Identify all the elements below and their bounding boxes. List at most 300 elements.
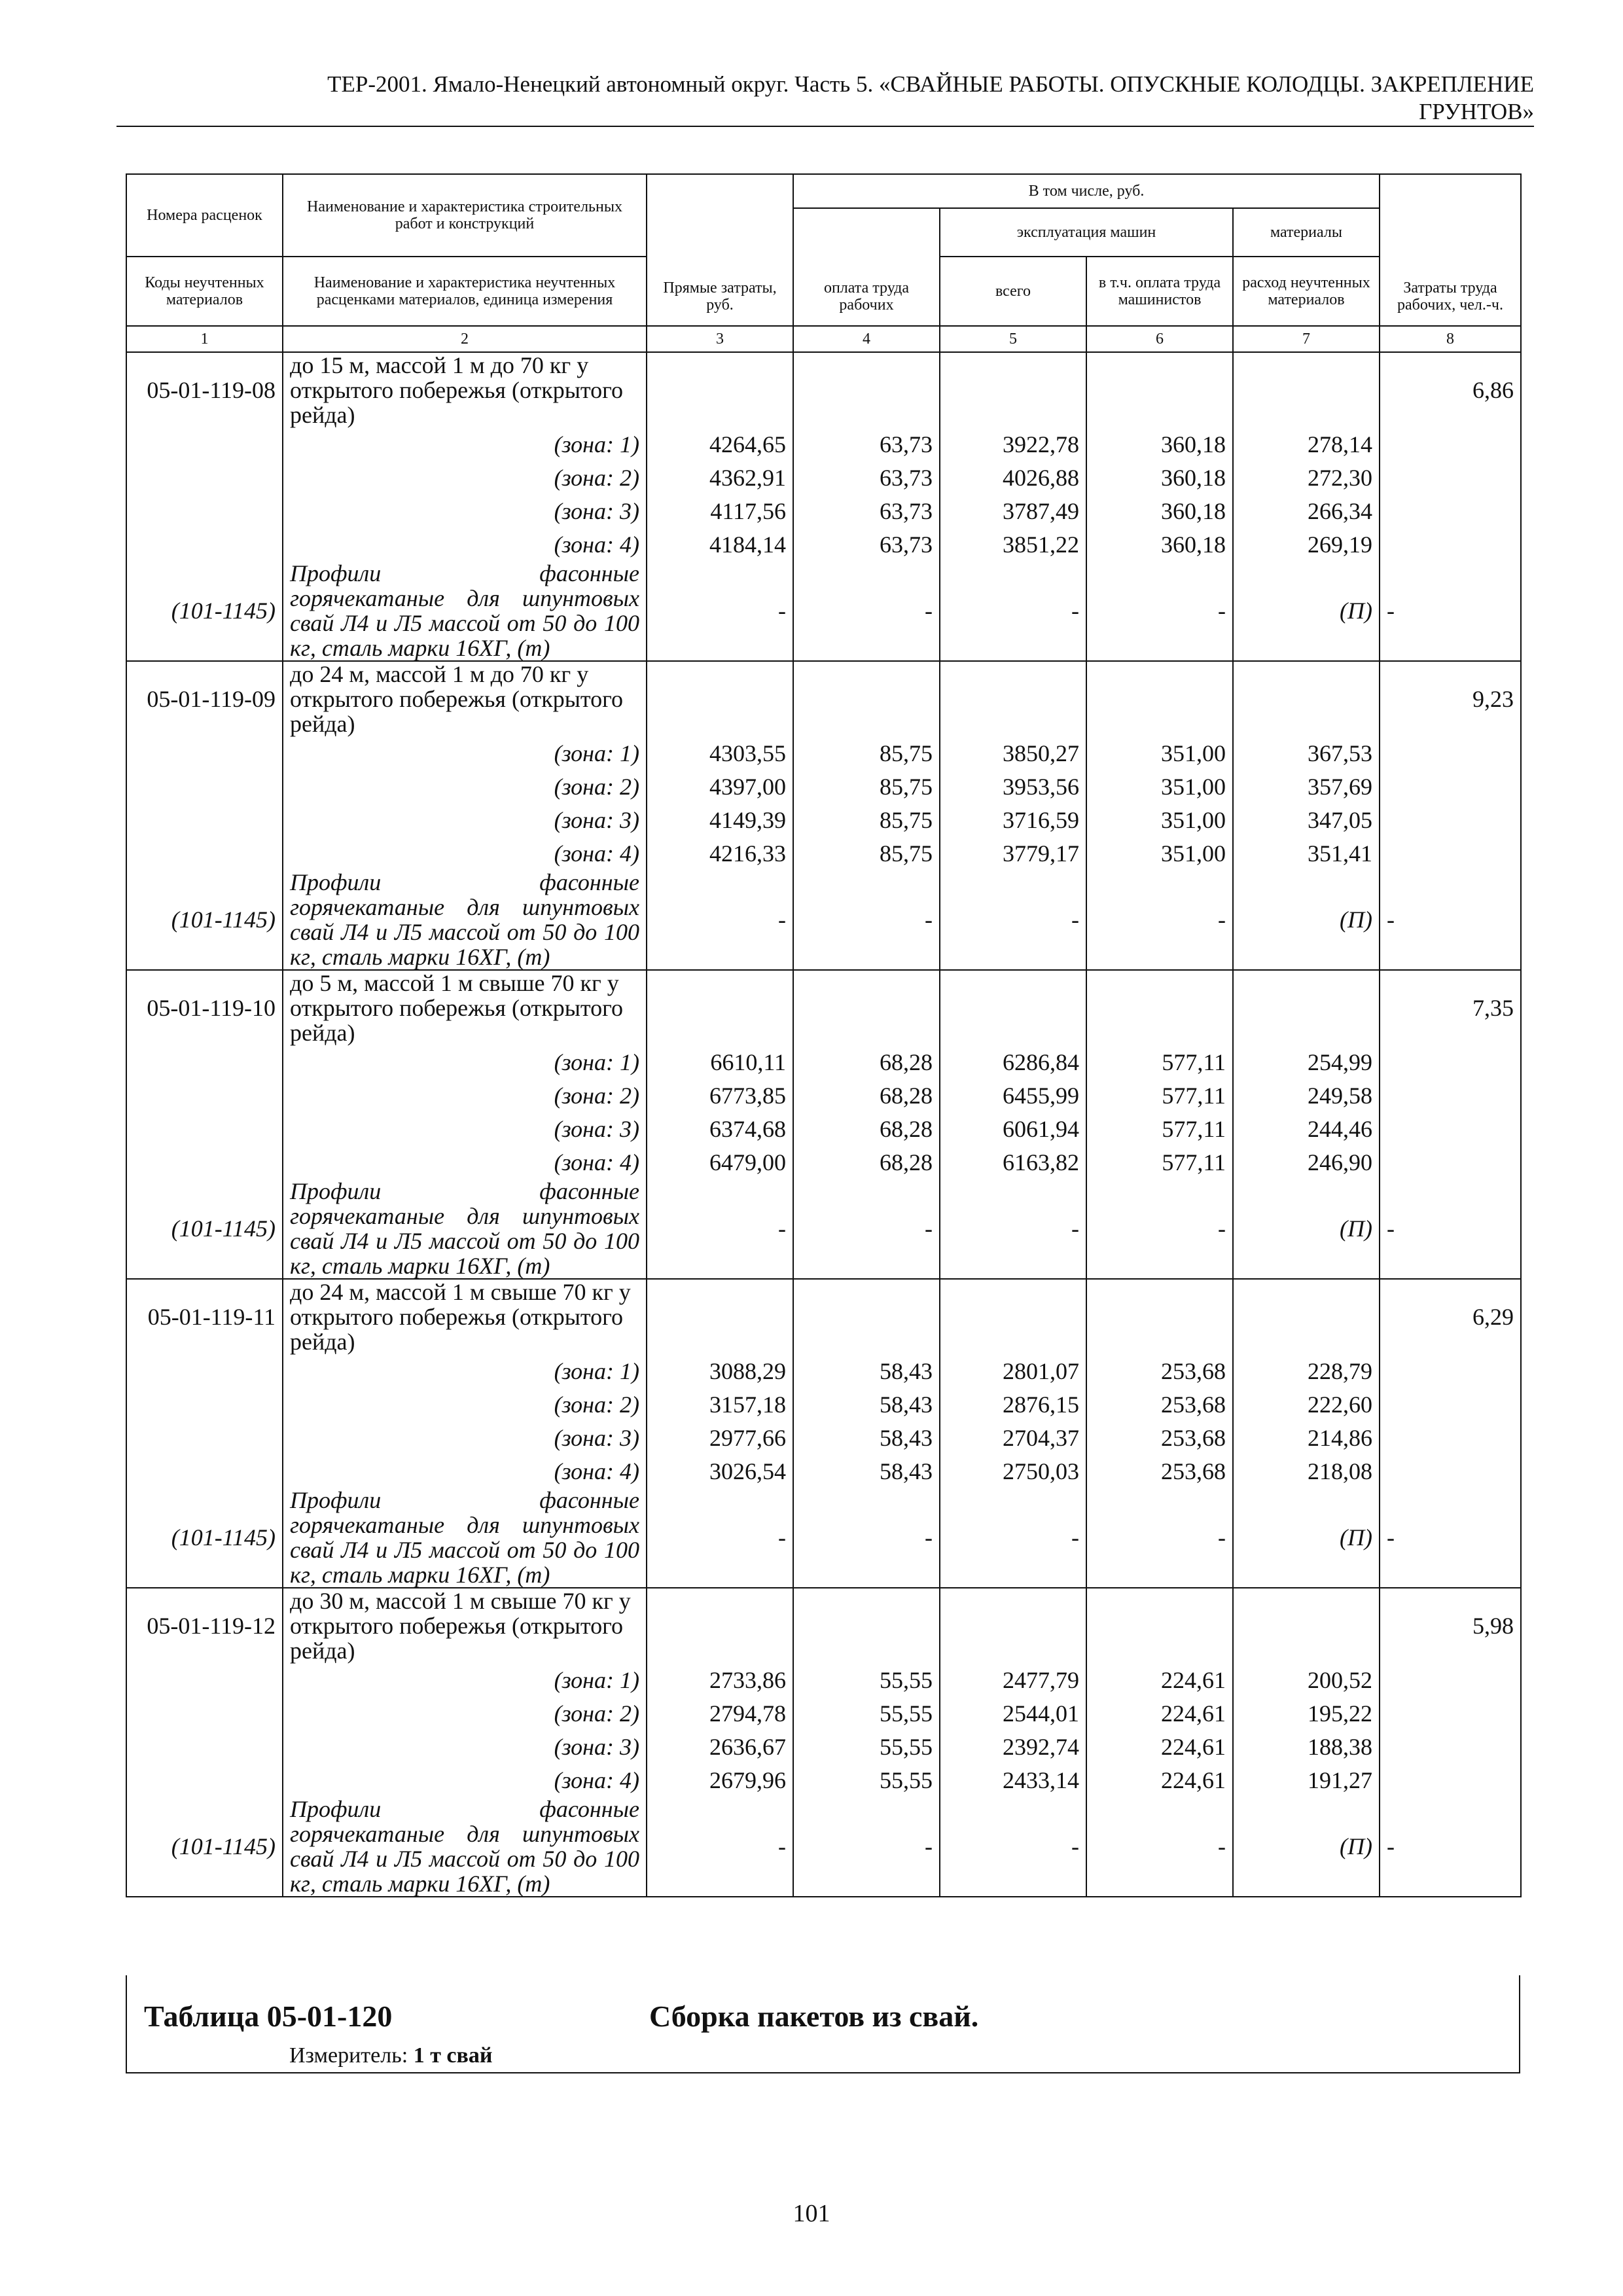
- machinist-pay-value: 360,18: [1086, 461, 1233, 494]
- col2-top-header: Наименование и характеристика строительных работ и конструкций: [283, 174, 647, 257]
- machines-total-value: 2704,37: [940, 1421, 1086, 1454]
- rate-code: 05-01-119-09: [126, 661, 283, 736]
- empty-cell: [647, 352, 793, 427]
- measure-label: Измеритель:: [289, 2043, 408, 2068]
- empty-cell: [1086, 661, 1233, 736]
- empty-cell: [126, 494, 283, 528]
- labor-costs-value: 6,86: [1380, 352, 1521, 427]
- col2-bottom-header: Наименование и характеристика неучтенных расценками материалов, единица измерения: [283, 257, 647, 326]
- materials-value: 351,41: [1233, 836, 1380, 870]
- empty-cell: [1380, 528, 1521, 561]
- direct-costs-value: 4216,33: [647, 836, 793, 870]
- machinist-pay-value: 360,18: [1086, 494, 1233, 528]
- material-code: (101-1145): [126, 870, 283, 970]
- empty-cell: [1086, 970, 1233, 1045]
- labor-pay-value: 58,43: [793, 1454, 940, 1488]
- dash-value: -: [647, 1797, 793, 1897]
- zone-label: (зона: 1): [283, 1045, 647, 1079]
- empty-cell: [1380, 1354, 1521, 1388]
- zone-row: [126, 1112, 1521, 1145]
- materials-value: 188,38: [1233, 1730, 1380, 1763]
- materials-value: 214,86: [1233, 1421, 1380, 1454]
- zone-label: (зона: 4): [283, 1454, 647, 1488]
- zone-row: [126, 427, 1521, 461]
- dash-value: -: [1086, 1179, 1233, 1279]
- materials-header: материалы: [1233, 208, 1380, 257]
- dash-value: -: [647, 870, 793, 970]
- empty-cell: [1086, 1279, 1233, 1354]
- zone-row: [126, 736, 1521, 770]
- machinist-pay-value: 224,61: [1086, 1730, 1233, 1763]
- materials-value: 266,34: [1233, 494, 1380, 528]
- material-description: Профили фасонные горячекатаные для шпунтовых свай Л4 и Л5 массой от 50 до 100 кг, сталь марки 16ХГ, (т): [283, 1797, 647, 1897]
- machinist-pay-header: в т.ч. оплата труда машинистов: [1086, 257, 1233, 326]
- dash-value: -: [940, 1488, 1086, 1588]
- empty-cell: [793, 1588, 940, 1663]
- empty-cell: [126, 461, 283, 494]
- dash-value: -: [647, 1179, 793, 1279]
- zone-row: [126, 1730, 1521, 1763]
- labor-pay-value: 68,28: [793, 1079, 940, 1112]
- rate-title-row: [126, 1279, 1521, 1354]
- machinist-pay-value: 253,68: [1086, 1454, 1233, 1488]
- column-number: 4: [793, 326, 940, 352]
- empty-cell: [1380, 1454, 1521, 1488]
- empty-cell: [126, 1388, 283, 1421]
- unaccounted-materials-header: расход неучтенных материалов: [1233, 257, 1380, 326]
- zone-row: [126, 1696, 1521, 1730]
- empty-cell: [1380, 1696, 1521, 1730]
- zone-label: (зона: 4): [283, 528, 647, 561]
- machines-total-header: всего: [940, 257, 1086, 326]
- zone-row: [126, 1045, 1521, 1079]
- machines-total-value: 3953,56: [940, 770, 1086, 803]
- material-description: Профили фасонные горячекатаные для шпунтовых свай Л4 и Л5 массой от 50 до 100 кг, сталь марки 16ХГ, (т): [283, 1488, 647, 1588]
- including-header: В том числе, руб.: [793, 174, 1380, 208]
- materials-value: 222,60: [1233, 1388, 1380, 1421]
- zone-row: [126, 836, 1521, 870]
- empty-cell: [1380, 736, 1521, 770]
- labor-pay-value: 58,43: [793, 1354, 940, 1388]
- material-row: [126, 1179, 1521, 1279]
- direct-costs-value: 3088,29: [647, 1354, 793, 1388]
- column-number: 7: [1233, 326, 1380, 352]
- material-description: Профили фасонные горячекатаные для шпунтовых свай Л4 и Л5 массой от 50 до 100 кг, сталь марки 16ХГ, (т): [283, 561, 647, 661]
- empty-cell: [793, 661, 940, 736]
- next-table-caption: [126, 1975, 1520, 2073]
- labor-pay-value: 58,43: [793, 1388, 940, 1421]
- rate-title-row: [126, 352, 1521, 427]
- dash-value: -: [1380, 561, 1521, 661]
- material-description: Профили фасонные горячекатаные для шпунтовых свай Л4 и Л5 массой от 50 до 100 кг, сталь марки 16ХГ, (т): [283, 1179, 647, 1279]
- machinist-pay-value: 224,61: [1086, 1696, 1233, 1730]
- empty-cell: [1380, 1112, 1521, 1145]
- empty-cell: [1086, 1588, 1233, 1663]
- zone-label: (зона: 3): [283, 803, 647, 836]
- empty-cell: [940, 970, 1086, 1045]
- direct-costs-value: 3157,18: [647, 1388, 793, 1421]
- machines-total-value: 3922,78: [940, 427, 1086, 461]
- material-code: (101-1145): [126, 561, 283, 661]
- empty-cell: [1380, 494, 1521, 528]
- empty-cell: [1380, 1421, 1521, 1454]
- labor-pay-value: 55,55: [793, 1696, 940, 1730]
- header-line-1: ТЕР-2001. Ямало-Ненецкий автономный округ. Часть 5. «СВАЙНЫЕ РАБОТЫ. ОПУСКНЫЕ КОЛОДЦЫ. ЗАКРЕПЛЕНИЕ: [327, 71, 1534, 97]
- material-mark: (П): [1233, 870, 1380, 970]
- empty-cell: [1380, 1730, 1521, 1763]
- machinist-pay-value: 577,11: [1086, 1079, 1233, 1112]
- direct-costs-value: 2733,86: [647, 1663, 793, 1696]
- empty-cell: [647, 1279, 793, 1354]
- dash-value: -: [647, 1488, 793, 1588]
- empty-cell: [1380, 770, 1521, 803]
- empty-cell: [1233, 1279, 1380, 1354]
- dash-value: -: [1086, 1797, 1233, 1897]
- direct-costs-value: 2977,66: [647, 1421, 793, 1454]
- machines-total-value: 2392,74: [940, 1730, 1086, 1763]
- empty-cell: [940, 1588, 1086, 1663]
- dash-value: -: [793, 1488, 940, 1588]
- machines-total-value: 6455,99: [940, 1079, 1086, 1112]
- zone-row: [126, 461, 1521, 494]
- rate-title: до 30 м, массой 1 м свыше 70 кг у открытого побережья (открытого рейда): [283, 1588, 647, 1663]
- dash-value: -: [1380, 1488, 1521, 1588]
- labor-pay-value: 85,75: [793, 736, 940, 770]
- dash-value: -: [940, 561, 1086, 661]
- column-number: 8: [1380, 326, 1521, 352]
- machinist-pay-value: 253,68: [1086, 1421, 1233, 1454]
- machinist-pay-value: 253,68: [1086, 1388, 1233, 1421]
- zone-label: (зона: 2): [283, 461, 647, 494]
- next-table-title: Сборка пакетов из свай.: [649, 2000, 979, 2033]
- material-code: (101-1145): [126, 1488, 283, 1588]
- zone-label: (зона: 3): [283, 494, 647, 528]
- empty-cell: [793, 970, 940, 1045]
- labor-pay-value: 55,55: [793, 1763, 940, 1797]
- dash-value: -: [1086, 561, 1233, 661]
- empty-cell: [1233, 661, 1380, 736]
- material-code: (101-1145): [126, 1797, 283, 1897]
- empty-cell: [126, 770, 283, 803]
- machines-total-value: 2801,07: [940, 1354, 1086, 1388]
- material-code: (101-1145): [126, 1179, 283, 1279]
- machinist-pay-value: 224,61: [1086, 1763, 1233, 1797]
- direct-costs-value: 6374,68: [647, 1112, 793, 1145]
- machinist-pay-value: 577,11: [1086, 1045, 1233, 1079]
- labor-costs-value: 6,29: [1380, 1279, 1521, 1354]
- empty-cell: [126, 1763, 283, 1797]
- empty-cell: [1380, 1145, 1521, 1179]
- dash-value: -: [940, 1797, 1086, 1897]
- dash-value: -: [1086, 870, 1233, 970]
- rate-title-row: [126, 661, 1521, 736]
- empty-cell: [1380, 1763, 1521, 1797]
- materials-value: 244,46: [1233, 1112, 1380, 1145]
- dash-value: -: [647, 561, 793, 661]
- materials-value: 357,69: [1233, 770, 1380, 803]
- zone-label: (зона: 4): [283, 836, 647, 870]
- empty-cell: [793, 352, 940, 427]
- machinist-pay-value: 577,11: [1086, 1112, 1233, 1145]
- dash-value: -: [793, 1797, 940, 1897]
- materials-value: 254,99: [1233, 1045, 1380, 1079]
- labor-pay-value: 68,28: [793, 1145, 940, 1179]
- rate-code: 05-01-119-08: [126, 352, 283, 427]
- empty-cell: [647, 661, 793, 736]
- materials-value: 249,58: [1233, 1079, 1380, 1112]
- direct-costs-value: 4117,56: [647, 494, 793, 528]
- column-number: 6: [1086, 326, 1233, 352]
- materials-value: 191,27: [1233, 1763, 1380, 1797]
- machinist-pay-value: 351,00: [1086, 836, 1233, 870]
- zone-label: (зона: 1): [283, 736, 647, 770]
- dash-value: -: [793, 1179, 940, 1279]
- direct-costs-value: 6773,85: [647, 1079, 793, 1112]
- empty-cell: [126, 1421, 283, 1454]
- rates-table: [126, 173, 1522, 1897]
- zone-label: (зона: 4): [283, 1763, 647, 1797]
- rate-code: 05-01-119-12: [126, 1588, 283, 1663]
- labor-costs-value: 7,35: [1380, 970, 1521, 1045]
- column-number: 5: [940, 326, 1086, 352]
- labor-pay-value: 63,73: [793, 461, 940, 494]
- empty-cell: [126, 528, 283, 561]
- machines-header: эксплуатация машин: [940, 208, 1233, 257]
- rates-table-body: [126, 352, 1521, 1897]
- empty-cell: [1380, 1663, 1521, 1696]
- dash-value: -: [940, 1179, 1086, 1279]
- machinist-pay-value: 360,18: [1086, 427, 1233, 461]
- direct-costs-value: 2794,78: [647, 1696, 793, 1730]
- rate-title-row: [126, 1588, 1521, 1663]
- empty-cell: [1380, 836, 1521, 870]
- rate-title-row: [126, 970, 1521, 1045]
- rate-title: до 15 м, массой 1 м до 70 кг у открытого побережья (открытого рейда): [283, 352, 647, 427]
- materials-value: 269,19: [1233, 528, 1380, 561]
- labor-costs-value: 9,23: [1380, 661, 1521, 736]
- dash-value: -: [793, 870, 940, 970]
- column-number: 3: [647, 326, 793, 352]
- machines-total-value: 6286,84: [940, 1045, 1086, 1079]
- rate-title: до 5 м, массой 1 м свыше 70 кг у открытого побережья (открытого рейда): [283, 970, 647, 1045]
- labor-pay-value: 63,73: [793, 427, 940, 461]
- empty-cell: [126, 1663, 283, 1696]
- labor-pay-value: 55,55: [793, 1730, 940, 1763]
- col1-top-header: Номера расценок: [126, 174, 283, 257]
- page-number: 101: [793, 2200, 830, 2227]
- dash-value: -: [1380, 1797, 1521, 1897]
- labor-pay-value: 85,75: [793, 803, 940, 836]
- dash-value: -: [1380, 870, 1521, 970]
- machinist-pay-value: 351,00: [1086, 770, 1233, 803]
- labor-pay-value: 85,75: [793, 770, 940, 803]
- dash-value: -: [940, 870, 1086, 970]
- empty-cell: [940, 1279, 1086, 1354]
- zone-label: (зона: 2): [283, 770, 647, 803]
- empty-cell: [1380, 427, 1521, 461]
- empty-cell: [793, 1279, 940, 1354]
- machines-total-value: 6061,94: [940, 1112, 1086, 1145]
- machines-total-value: 2433,14: [940, 1763, 1086, 1797]
- direct-costs-value: 3026,54: [647, 1454, 793, 1488]
- col1-bottom-header: Коды неучтенных материалов: [126, 257, 283, 326]
- zone-label: (зона: 3): [283, 1421, 647, 1454]
- material-mark: (П): [1233, 1488, 1380, 1588]
- header-row-1: [126, 174, 1521, 208]
- material-row: [126, 561, 1521, 661]
- machines-total-value: 6163,82: [940, 1145, 1086, 1179]
- empty-cell: [126, 1696, 283, 1730]
- labor-pay-value: 63,73: [793, 494, 940, 528]
- zone-row: [126, 494, 1521, 528]
- empty-cell: [1380, 461, 1521, 494]
- empty-cell: [126, 736, 283, 770]
- material-mark: (П): [1233, 561, 1380, 661]
- zone-label: (зона: 4): [283, 1145, 647, 1179]
- zone-label: (зона: 2): [283, 1388, 647, 1421]
- zone-row: [126, 1763, 1521, 1797]
- empty-cell: [940, 661, 1086, 736]
- direct-costs-value: 4397,00: [647, 770, 793, 803]
- materials-value: 367,53: [1233, 736, 1380, 770]
- rate-title: до 24 м, массой 1 м до 70 кг у открытого побережья (открытого рейда): [283, 661, 647, 736]
- next-table-name: Таблица 05-01-120: [144, 2000, 393, 2033]
- labor-pay-value: 63,73: [793, 528, 940, 561]
- machines-total-value: 4026,88: [940, 461, 1086, 494]
- zone-label: (зона: 1): [283, 1354, 647, 1388]
- machinist-pay-value: 351,00: [1086, 736, 1233, 770]
- empty-cell: [1380, 1388, 1521, 1421]
- direct-costs-value: 4184,14: [647, 528, 793, 561]
- labor-pay-value: 55,55: [793, 1663, 940, 1696]
- machines-total-value: 2876,15: [940, 1388, 1086, 1421]
- machines-total-value: 3851,22: [940, 528, 1086, 561]
- empty-cell: [1233, 970, 1380, 1045]
- empty-cell: [126, 427, 283, 461]
- empty-cell: [126, 1145, 283, 1179]
- labor-pay-value: 68,28: [793, 1045, 940, 1079]
- column-number: 2: [283, 326, 647, 352]
- material-row: [126, 1488, 1521, 1588]
- direct-costs-value: 6610,11: [647, 1045, 793, 1079]
- materials-value: 272,30: [1233, 461, 1380, 494]
- empty-cell: [126, 1454, 283, 1488]
- direct-costs-value: 4149,39: [647, 803, 793, 836]
- material-row: [126, 870, 1521, 970]
- empty-cell: [1233, 352, 1380, 427]
- zone-label: (зона: 1): [283, 427, 647, 461]
- material-row: [126, 1797, 1521, 1897]
- direct-costs-value: 4303,55: [647, 736, 793, 770]
- direct-costs-value: 2679,96: [647, 1763, 793, 1797]
- header-divider: [116, 126, 1534, 127]
- dash-value: -: [793, 561, 940, 661]
- empty-cell: [647, 970, 793, 1045]
- machines-total-value: 3850,27: [940, 736, 1086, 770]
- machinist-pay-value: 253,68: [1086, 1354, 1233, 1388]
- machinist-pay-value: 360,18: [1086, 528, 1233, 561]
- machines-total-value: 2544,01: [940, 1696, 1086, 1730]
- labor-pay-value: 58,43: [793, 1421, 940, 1454]
- zone-row: [126, 1354, 1521, 1388]
- zone-row: [126, 770, 1521, 803]
- materials-value: 195,22: [1233, 1696, 1380, 1730]
- empty-cell: [126, 1045, 283, 1079]
- zone-label: (зона: 3): [283, 1730, 647, 1763]
- page-header: [116, 71, 1534, 126]
- zone-label: (зона: 3): [283, 1112, 647, 1145]
- labor-pay-header: оплата труда рабочих: [793, 208, 940, 326]
- machines-total-value: 3716,59: [940, 803, 1086, 836]
- machinist-pay-value: 577,11: [1086, 1145, 1233, 1179]
- measure-value: 1 т свай: [413, 2043, 493, 2068]
- empty-cell: [647, 1588, 793, 1663]
- empty-cell: [940, 352, 1086, 427]
- empty-cell: [1380, 803, 1521, 836]
- rate-code: 05-01-119-10: [126, 970, 283, 1045]
- empty-cell: [126, 803, 283, 836]
- header-line-2: ГРУНТОВ»: [1419, 99, 1534, 124]
- column-number: 1: [126, 326, 283, 352]
- rate-title: до 24 м, массой 1 м свыше 70 кг у открытого побережья (открытого рейда): [283, 1279, 647, 1354]
- materials-value: 246,90: [1233, 1145, 1380, 1179]
- direct-costs-value: 4264,65: [647, 427, 793, 461]
- machines-total-value: 3787,49: [940, 494, 1086, 528]
- zone-row: [126, 1388, 1521, 1421]
- empty-cell: [126, 1112, 283, 1145]
- materials-value: 278,14: [1233, 427, 1380, 461]
- zone-row: [126, 1145, 1521, 1179]
- labor-costs-value: 5,98: [1380, 1588, 1521, 1663]
- machinist-pay-value: 351,00: [1086, 803, 1233, 836]
- materials-value: 200,52: [1233, 1663, 1380, 1696]
- zone-row: [126, 528, 1521, 561]
- empty-cell: [126, 1079, 283, 1112]
- dash-value: -: [1380, 1179, 1521, 1279]
- empty-cell: [126, 836, 283, 870]
- zone-label: (зона: 2): [283, 1079, 647, 1112]
- materials-value: 218,08: [1233, 1454, 1380, 1488]
- materials-value: 228,79: [1233, 1354, 1380, 1388]
- materials-value: 347,05: [1233, 803, 1380, 836]
- zone-label: (зона: 1): [283, 1663, 647, 1696]
- direct-costs-value: 2636,67: [647, 1730, 793, 1763]
- empty-cell: [1380, 1079, 1521, 1112]
- empty-cell: [126, 1354, 283, 1388]
- labor-pay-value: 68,28: [793, 1112, 940, 1145]
- machines-total-value: 2750,03: [940, 1454, 1086, 1488]
- column-numbers-row: [126, 326, 1521, 352]
- empty-cell: [1380, 1045, 1521, 1079]
- empty-cell: [126, 1730, 283, 1763]
- zone-row: [126, 1663, 1521, 1696]
- material-mark: (П): [1233, 1179, 1380, 1279]
- empty-cell: [1086, 352, 1233, 427]
- material-mark: (П): [1233, 1797, 1380, 1897]
- direct-costs-value: 6479,00: [647, 1145, 793, 1179]
- zone-row: [126, 1421, 1521, 1454]
- direct-costs-header: Прямые затраты, руб.: [647, 174, 793, 326]
- zone-row: [126, 1079, 1521, 1112]
- empty-cell: [1233, 1588, 1380, 1663]
- zone-row: [126, 803, 1521, 836]
- dash-value: -: [1086, 1488, 1233, 1588]
- labor-costs-header: Затраты труда рабочих, чел.-ч.: [1380, 174, 1521, 326]
- direct-costs-value: 4362,91: [647, 461, 793, 494]
- machinist-pay-value: 224,61: [1086, 1663, 1233, 1696]
- material-description: Профили фасонные горячекатаные для шпунтовых свай Л4 и Л5 массой от 50 до 100 кг, сталь марки 16ХГ, (т): [283, 870, 647, 970]
- machines-total-value: 2477,79: [940, 1663, 1086, 1696]
